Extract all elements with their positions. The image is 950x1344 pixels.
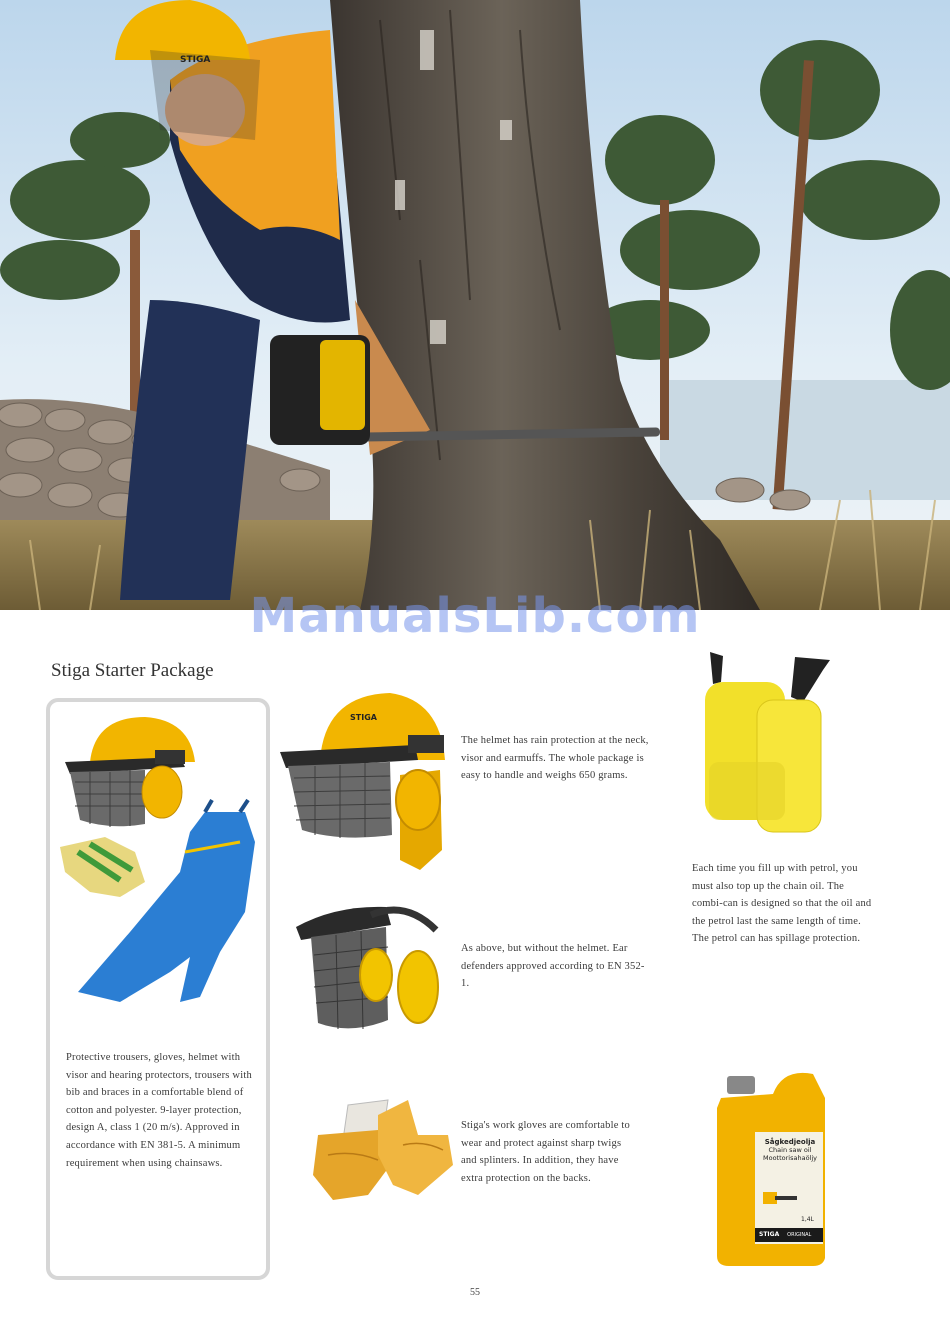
starter-package-description: Protective trousers, gloves, helmet with visor and hearing protectors, trousers with bib and braces in a comfortable blend of cotton and polyester. 9-layer protection, design A, class 1 (20 m/s). Approved in accordance with EN 381-5. A minimum requirement when using chainsaws.: [66, 1052, 252, 1169]
helmet-image: [280, 690, 450, 875]
combi-can-image: [695, 652, 835, 837]
work-gloves-image: [308, 1095, 458, 1205]
hero-photo-lumberjack: [0, 0, 950, 610]
oil-label-brand: STIGA: [759, 1231, 780, 1238]
watermark: ManualsLib.com: [249, 588, 701, 644]
oil-label-title: Sågkedjeolja: [764, 1138, 816, 1146]
oil-label-line3: Moottorisahaöljy: [762, 1154, 818, 1162]
section-title: Stiga Starter Package: [51, 660, 214, 681]
visor-earmuffs-image: [296, 905, 446, 1035]
oil-label-line2: Chain saw oil: [768, 1146, 812, 1154]
chain-oil-bottle-image: [713, 1068, 833, 1268]
helmet-brand-label: STIGA: [350, 713, 377, 722]
combi-can-description: Each time you fill up with petrol, you must also top up the chain oil. The combi-can is designed so that the oil and the petrol last the same length of time. The petrol can has spillage protection.: [692, 863, 872, 945]
chainsaw-icon: [759, 1182, 797, 1212]
visor-description: As above, but without the helmet. Ear defenders approved according to EN 352-1.: [461, 943, 645, 990]
page-number: 55: [470, 1287, 480, 1298]
gloves-description: Stiga's work gloves are comfortable to wear and protect against sharp twigs and splinters. In addition, they have extra protection on the backs.: [461, 1120, 630, 1184]
helmet-description: The helmet has rain protection at the neck, visor and earmuffs. The whole package is easy to handle and weighs 650 grams.: [461, 735, 649, 782]
oil-label-footer: [755, 1228, 823, 1242]
starter-package-image: [60, 712, 260, 1012]
oil-label-volume: 1,4L: [801, 1216, 814, 1223]
hero-helmet-brand: STIGA: [180, 55, 211, 65]
oil-label-tag: ORIGINAL: [787, 1232, 812, 1238]
